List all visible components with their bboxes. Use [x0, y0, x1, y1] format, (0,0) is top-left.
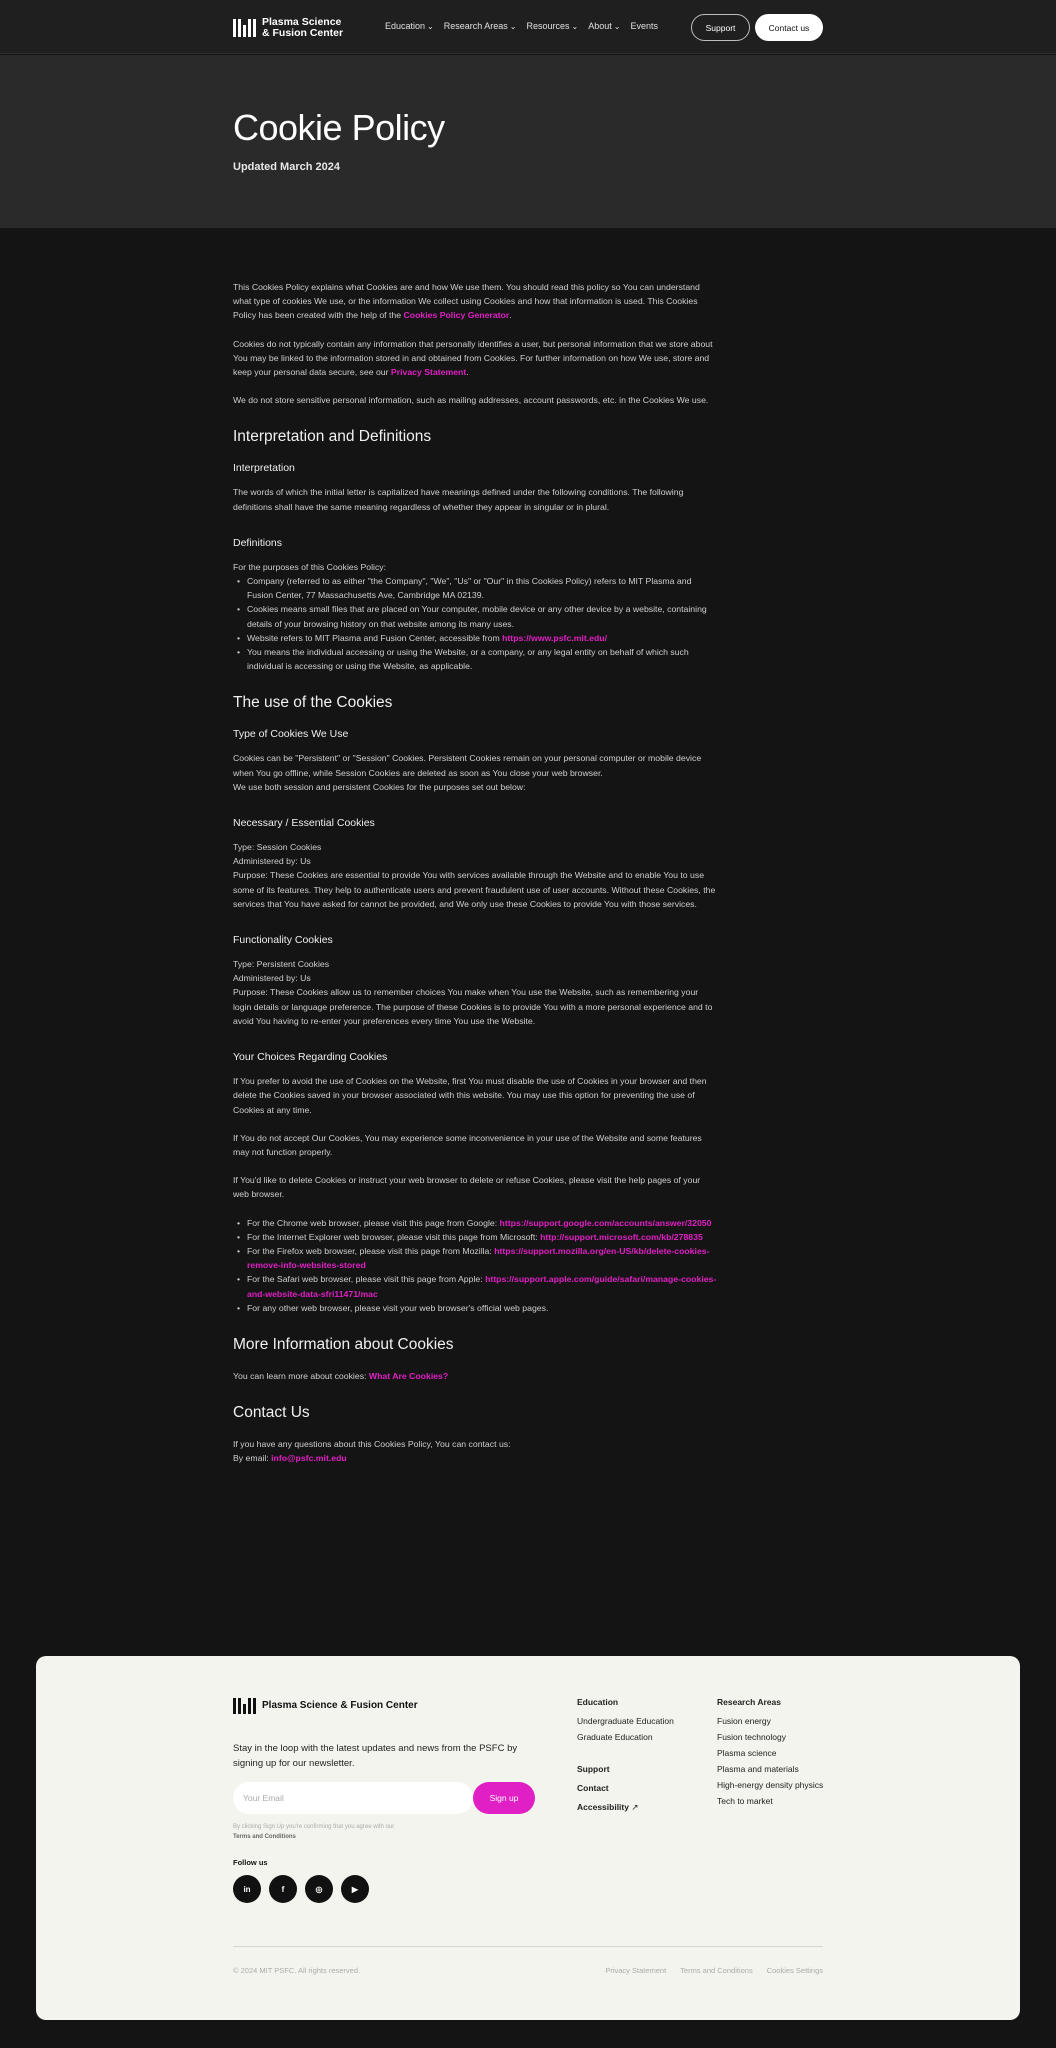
- terms-footer-link[interactable]: Terms and Conditions: [680, 1966, 753, 1975]
- footer-link-tech-to-market[interactable]: Tech to market: [717, 1796, 773, 1806]
- ie-help-link[interactable]: http://support.microsoft.com/kb/278835: [540, 1231, 703, 1242]
- social-links: [233, 1875, 369, 1903]
- sign-up-button[interactable]: Sign up: [473, 1782, 535, 1814]
- footer-logo[interactable]: [233, 1696, 418, 1714]
- psfc-website-link[interactable]: https://www.psfc.mit.edu/: [502, 632, 608, 643]
- chevron-down-icon: ⌄: [509, 22, 517, 31]
- nav-research-areas[interactable]: Research Areas ⌄: [443, 21, 517, 31]
- terms-link[interactable]: Terms and Conditions: [233, 1834, 296, 1840]
- linkedin-icon[interactable]: in: [233, 1875, 261, 1903]
- nav-education[interactable]: Education ⌄: [385, 21, 434, 31]
- main-nav: [385, 21, 658, 31]
- mit-logo-icon: [233, 1696, 256, 1714]
- footer-link-support[interactable]: Support: [577, 1764, 610, 1774]
- intro-paragraph-3: We do not store sensitive personal information, such as mailing addresses, account passwords, etc. in the Cookies We use.: [233, 395, 709, 406]
- nav-resources[interactable]: Resources ⌄: [526, 21, 579, 31]
- browser-help-list: [233, 1216, 718, 1315]
- footer-link-high-energy-density[interactable]: High-energy density physics: [717, 1780, 824, 1790]
- definitions-intro: For the purposes of this Cookies Policy:: [233, 561, 387, 572]
- heading-use-of-cookies: The use of the Cookies: [233, 694, 393, 712]
- list-item: • Company (referred to as either "the Company", "We", "Us" or "Our" in this Cookies Policy) refers to MIT Plasma and Fusion Center, 77 Massachusetts Ave, Cambridge MA 02139.: [247, 574, 718, 602]
- mit-logo-icon: [233, 19, 256, 37]
- facebook-icon[interactable]: f: [269, 1875, 297, 1903]
- list-item: • Website refers to MIT Plasma and Fusion Center, accessible from https://www.psfc.mit.edu/: [247, 631, 718, 645]
- copyright: © 2024 MIT PSFC. All rights reserved.: [233, 1966, 361, 1975]
- chevron-down-icon: ⌄: [613, 22, 621, 31]
- page-hero: [0, 55, 1056, 228]
- follow-us-label: Follow us: [233, 1858, 268, 1867]
- heading-definitions: Definitions: [233, 536, 283, 549]
- list-item: • For the Internet Explorer web browser, please visit this page from Microsoft: http://support.microsoft.com/kb/278835: [247, 1230, 718, 1244]
- footer-link-fusion-energy[interactable]: Fusion energy: [717, 1716, 771, 1726]
- policy-content: [233, 280, 718, 1466]
- heading-more-information: More Information about Cookies: [233, 1335, 454, 1353]
- heading-interpretation: Interpretation: [233, 462, 295, 475]
- heading-necessary-cookies: Necessary / Essential Cookies: [233, 817, 375, 830]
- definitions-list: [233, 574, 718, 673]
- firefox-help-link[interactable]: https://support.mozilla.org/en-US/kb/delete-cookies-remove-info-websites-stored: [247, 1245, 710, 1271]
- logo-text-line2: & Fusion Center: [262, 27, 344, 39]
- footer-link-plasma-science[interactable]: Plasma science: [717, 1748, 777, 1758]
- intro-paragraph-2: Cookies do not typically contain any information that personally identifies a user, but personal information that we store about You may be linked to the information stored in and obtained from Cookies. For further information on how We use, store and keep your personal data secure, see our Privacy Statement.: [233, 338, 713, 378]
- type-paragraph-2: We use both session and persistent Cookies for the purposes set out below:: [233, 781, 526, 792]
- page-title: Cookie Policy: [233, 107, 445, 148]
- contact-email-line: By email: info@psfc.mit.edu: [233, 1453, 347, 1464]
- type-paragraph-1: Cookies can be "Persistent" or "Session" Cookies. Persistent Cookies remain on your personal computer or mobile device when You go offline, while Session Cookies are deleted as soon as You close your web browser.: [233, 753, 702, 778]
- footer-research-column: [717, 1697, 823, 1812]
- legal-links: [605, 1966, 823, 1975]
- footer-link-fusion-technology[interactable]: Fusion technology: [717, 1732, 786, 1742]
- support-button[interactable]: Support: [691, 14, 750, 41]
- necessary-admin: Administered by: Us: [233, 856, 311, 867]
- footer-link-contact[interactable]: Contact: [577, 1783, 609, 1793]
- safari-help-link[interactable]: https://support.apple.com/guide/safari/manage-cookies-and-website-data-sfri11471/mac: [247, 1274, 717, 1299]
- cookies-policy-generator-link[interactable]: Cookies Policy Generator: [403, 310, 510, 321]
- logo-text-line1: Plasma Science: [262, 16, 342, 28]
- list-item: • Cookies means small files that are placed on Your computer, mobile device or any other device by a website, containing details of your browsing history on that website among its many uses.: [247, 602, 718, 630]
- footer-education-column: [577, 1697, 674, 1822]
- list-item: • For the Chrome web browser, please visit this page from Google: https://support.google.com/accounts/answer/32050: [247, 1216, 718, 1230]
- footer-logo-text: Plasma Science & Fusion Center: [262, 1699, 418, 1711]
- footer-divider: [233, 1946, 823, 1947]
- list-item: • For the Safari web browser, please visit this page from Apple: https://support.apple.com/guide/safari/manage-cookies-and-website-data-sfri11471/mac: [247, 1272, 718, 1300]
- heading-contact-us: Contact Us: [233, 1404, 310, 1422]
- nav-about[interactable]: About ⌄: [588, 21, 621, 31]
- chevron-down-icon: ⌄: [571, 22, 579, 31]
- heading-your-choices: Your Choices Regarding Cookies: [233, 1051, 388, 1064]
- intro-paragraph-1: This Cookies Policy explains what Cookies are and how We use them. You should read this policy so You can understand what type of cookies We use, or the information We collect using Cookies and how that information is used. This Cookies Policy has been created with the help of the Cookies Policy Generator.: [233, 282, 700, 321]
- list-item: • For the Firefox web browser, please visit this page from Mozilla: https://support.mozilla.org/en-US/kb/delete-cookies-remove-info-websites-stored: [247, 1244, 718, 1272]
- site-footer: [36, 1656, 1020, 2020]
- contact-paragraph: If you have any questions about this Cookies Policy, You can contact us:: [233, 1439, 511, 1450]
- necessary-type: Type: Session Cookies: [233, 842, 322, 853]
- footer-link-accessibility[interactable]: Accessibility ↗: [577, 1802, 639, 1812]
- privacy-statement-footer-link[interactable]: Privacy Statement: [605, 1966, 667, 1975]
- choices-paragraph-2: If You do not accept Our Cookies, You may experience some inconvenience in your use of the Website and some features may not function properly.: [233, 1132, 702, 1157]
- list-item: • You means the individual accessing or using the Website, or a company, or any legal entity on behalf of which such individual is accessing or using the Website, as applicable.: [247, 645, 718, 673]
- youtube-icon[interactable]: ▶: [341, 1875, 369, 1903]
- list-item: • For any other web browser, please visit your web browser's official web pages.: [247, 1301, 718, 1315]
- newsletter-consent: By clicking Sign Up you're confirming that you agree with our Terms and Conditions: [233, 1822, 453, 1842]
- functionality-purpose: Purpose: These Cookies allow us to remember choices You make when You use the Website, such as remembering your login details or language preference. The purpose of these Cookies is to provide You with a more personal experience and to avoid You having to re-enter your preferences every time You use the Website.: [233, 987, 713, 1026]
- newsletter-text: Stay in the loop with the latest updates and news from the PSFC by signing up for our newsletter.: [233, 1743, 518, 1769]
- footer-research-heading[interactable]: Research Areas: [717, 1697, 781, 1707]
- nav-events[interactable]: Events: [630, 21, 658, 31]
- what-are-cookies-link[interactable]: What Are Cookies?: [368, 1370, 449, 1381]
- choices-paragraph-1: If You prefer to avoid the use of Cookies on the Website, first You must disable the use of Cookies in your browser and then delete the Cookies saved in your browser associated with this website. You may use this option for preventing the use of Cookies at any time.: [233, 1076, 707, 1115]
- necessary-purpose: Purpose: These Cookies are essential to provide You with services available through the Website and to enable You to use some of its features. They help to authenticate users and prevent fraudulent use of user accounts. Without these Cookies, the services that You have asked for cannot be provided, and We only use these Cookies to provide You with those services.: [233, 870, 716, 909]
- psfc-logo[interactable]: [233, 17, 343, 39]
- contact-email-link[interactable]: info@psfc.mit.edu: [271, 1453, 347, 1464]
- footer-education-heading[interactable]: Education: [577, 1697, 619, 1707]
- privacy-statement-link[interactable]: Privacy Statement: [390, 367, 467, 378]
- footer-link-undergraduate[interactable]: Undergraduate Education: [577, 1716, 674, 1726]
- contact-us-button[interactable]: Contact us: [755, 14, 823, 41]
- footer-link-graduate[interactable]: Graduate Education: [577, 1732, 653, 1742]
- newsletter-email-input[interactable]: Your Email: [233, 1782, 473, 1814]
- more-info-paragraph: You can learn more about cookies: What Are Cookies?: [233, 1370, 449, 1381]
- interpretation-paragraph: The words of which the initial letter is capitalized have meanings defined under the following conditions. The following definitions shall have the same meaning regardless of whether they appear in singular or in plural.: [233, 487, 684, 512]
- updated-date: Updated March 2024: [233, 161, 340, 173]
- external-link-icon: ↗: [631, 1802, 639, 1812]
- heading-interpretation-definitions: Interpretation and Definitions: [233, 428, 432, 446]
- functionality-type: Type: Persistent Cookies: [233, 959, 330, 970]
- choices-paragraph-3: If You'd like to delete Cookies or instruct your web browser to delete or refuse Cookies, please visit the help pages of your web browser.: [233, 1175, 701, 1200]
- cookies-settings-link[interactable]: Cookies Settings: [766, 1966, 823, 1975]
- heading-functionality-cookies: Functionality Cookies: [233, 934, 333, 947]
- top-navigation: [0, 0, 1056, 54]
- functionality-admin: Administered by: Us: [233, 973, 311, 984]
- instagram-icon[interactable]: ◎: [305, 1875, 333, 1903]
- heading-type-of-cookies: Type of Cookies We Use: [233, 728, 349, 741]
- chrome-help-link[interactable]: https://support.google.com/accounts/answer/32050: [499, 1217, 712, 1228]
- footer-link-plasma-materials[interactable]: Plasma and materials: [717, 1764, 799, 1774]
- chevron-down-icon: ⌄: [427, 22, 434, 31]
